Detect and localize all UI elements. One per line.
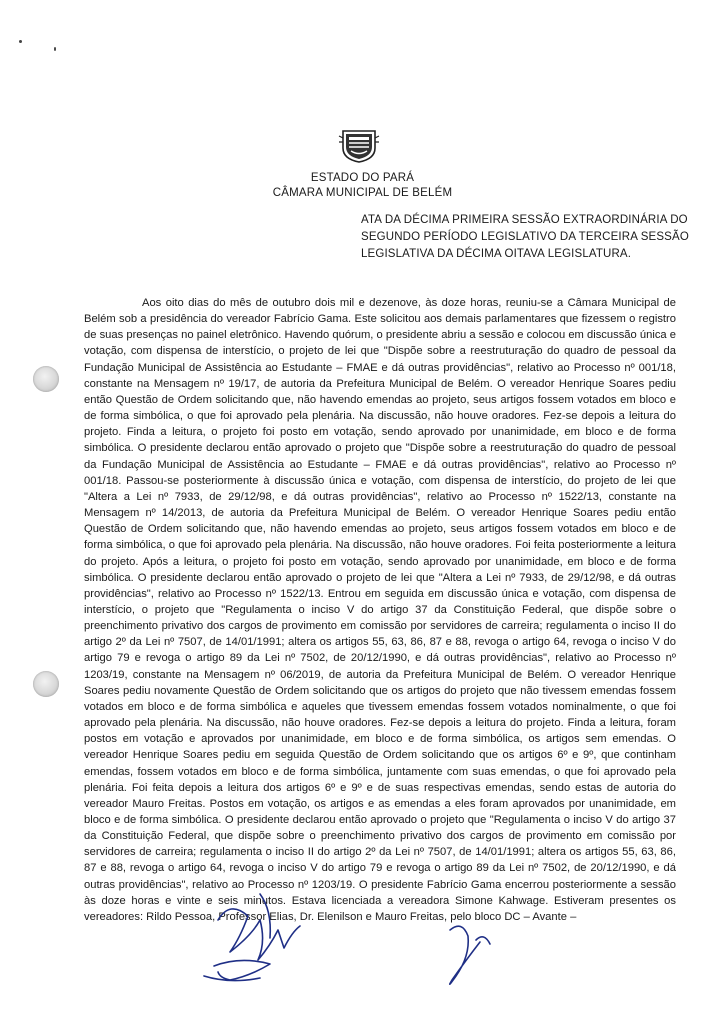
minutes-body-paragraph: Aos oito dias do mês de outubro dois mil e dezenove, às doze horas, reuniu-se a Câmara Municipal de Belém sob a presidência do vereador Fabrício Gama. Este solicitou aos demais parlamentares que fizessem o registro de suas presenças no painel eletrônico. Havendo quórum, o presidente abriu a sessão e colocou em discussão única e votação, com dispensa de interstício, o projeto de lei que "Dispõe sobre a reestruturação do quadro de pessoal da Fundação Municipal de Assistência ao Estudante – FMAE e dá outras providências", relativo ao Processo nº 001/18, constante na Mensagem nº 19/17, de autoria da Prefeitura Municipal de Belém. O vereador Henrique Soares pediu então Questão de Ordem solicitando que, não havendo emendas ao projeto, seus artigos fossem votados em bloco e de forma simbólica, o que foi aprovado pela plenária. Na discussão, não houve oradores. Fez-se depois a leitura do projeto. Finda a leitura, o projeto foi posto em votação, sendo aprovado por unanimidade, em bloco e de forma simbólica. O presidente declarou então aprovado o projeto que "Dispõe sobre a reestruturação do quadro de pessoal da Fundação Municipal de Assistência ao Estudante – FMAE e dá outras providências", relativo ao Processo nº 001/18. Passou-se posteriormente à discussão única e votação, com dispensa de interstício, do projeto de lei que "Altera a Lei nº 7933, de 29/12/98, e dá outras providências", relativo ao Processo nº 1522/13, constante na Mensagem nº 14/2013, de autoria da Prefeitura Municipal de Belém. O vereador Henrique Soares pediu então Questão de Ordem solicitando que, não havendo emendas ao projeto, seus artigos fossem votados em bloco e de forma simbólica, o que foi aprovado pela plenária. Na discussão, não houve oradores. Foi feita posteriormente a leitura do projeto. Após a leitura, o projeto foi posto em votação, sendo aprovado por unanimidade, em bloco e de forma simbólica. O presidente declarou então aprovado o projeto de lei que "Altera a Lei nº 7933, de 29/12/98, e dá outras providências", relativo ao Processo nº 1522/13. Entrou em seguida em discussão única e votação, com dispensa de interstício, o projeto que "Regulamenta o inciso V do artigo 37 da Constituição Federal, que dispõe sobre o preenchimento privativo dos cargos de provimento em comissão por servidores de carreira; regulamenta o inciso II do artigo 2º da Lei nº 7507, de 14/01/1991; altera os artigos 55, 63, 86, 87 e 88, revoga o artigo 64, revoga o inciso V do artigo 79 e revoga o artigo 89 da Lei nº 7502, de 20/12/1990, e dá outras providências", relativo ao Processo nº 1203/19, constante na Mensagem nº 06/2019, de autoria da Prefeitura Municipal de Belém. O vereador Henrique Soares pediu novamente Questão de Ordem solicitando que os artigos do projeto que não tivessem emendas fossem votados em bloco e de forma simbólica e aqueles que tivessem emendas fossem votados nominalmente, o que foi aprovado pela plenária. Na discussão, não houve oradores. Fez-se depois a leitura do projeto. Finda a leitura, foram postos em votação e aprovados por unanimidade, em bloco e de forma simbólica, os artigos sem emendas. O vereador Henrique Soares pediu em seguida Questão de Ordem solicitando que os artigos 6º e 9º, que continham emendas, fossem votados em bloco e de forma simbólica, juntamente com suas emendas, o que foi aprovado pela plenária. Foi feita depois a leitura dos artigos 6º e 9º e de suas respectivas emendas, sendo estas de autoria do vereador Mauro Freitas. Postos em votação, os artigos e as emendas a eles foram aprovados por unanimidade, em bloco e de forma simbólica. O presidente declarou então aprovado o projeto que "Regulamenta o inciso V do artigo 37 da Constituição Federal, que dispõe sobre o preenchimento privativo dos cargos de provimento em comissão por servidores de carreira; regulamenta o inciso II do artigo 2º da Lei nº 7507, de 14/01/1991; altera os artigos 55, 63, 86, 87 e 88, revoga o artigo 64, revoga o inciso V do artigo 79 e revoga o artigo 89 da Lei nº 7502, de 20/12/1990, e dá outras providências", relativo ao Processo nº 1203/19. O presidente Fabrício Gama encerrou posteriormente a sessão às doze horas e vinte e seis minutos. Estava licenciada a vereadora Simone Kahwage. Estiveram presentes os vereadores: Rildo Pessoa, Professor Elias, Dr. Elenilson e Mauro Freitas, pelo bloco DC – Avante – — [84, 297, 676, 923]
title-line-3: LEGISLATIVA DA DÉCIMA OITAVA LEGISLATURA. — [361, 248, 632, 260]
title-line-2: SEGUNDO PERÍODO LEGISLATIVO DA TERCEIRA SESSÃO — [361, 231, 689, 243]
header-chamber: CÂMARA MUNICIPAL DE BELÉM — [272, 187, 453, 199]
header-state: ESTADO DO PARÁ — [310, 172, 415, 184]
title-line-1: ATA DA DÉCIMA PRIMEIRA SESSÃO EXTRAORDINÁRIA DO — [361, 214, 688, 226]
scan-speck — [54, 47, 56, 51]
handwritten-signatures — [200, 880, 520, 1000]
coat-of-arms-emblem — [337, 128, 381, 164]
punch-hole-bottom — [33, 671, 59, 697]
document-title — [361, 212, 689, 263]
punch-hole-top — [33, 366, 59, 392]
scan-speck — [19, 40, 22, 43]
